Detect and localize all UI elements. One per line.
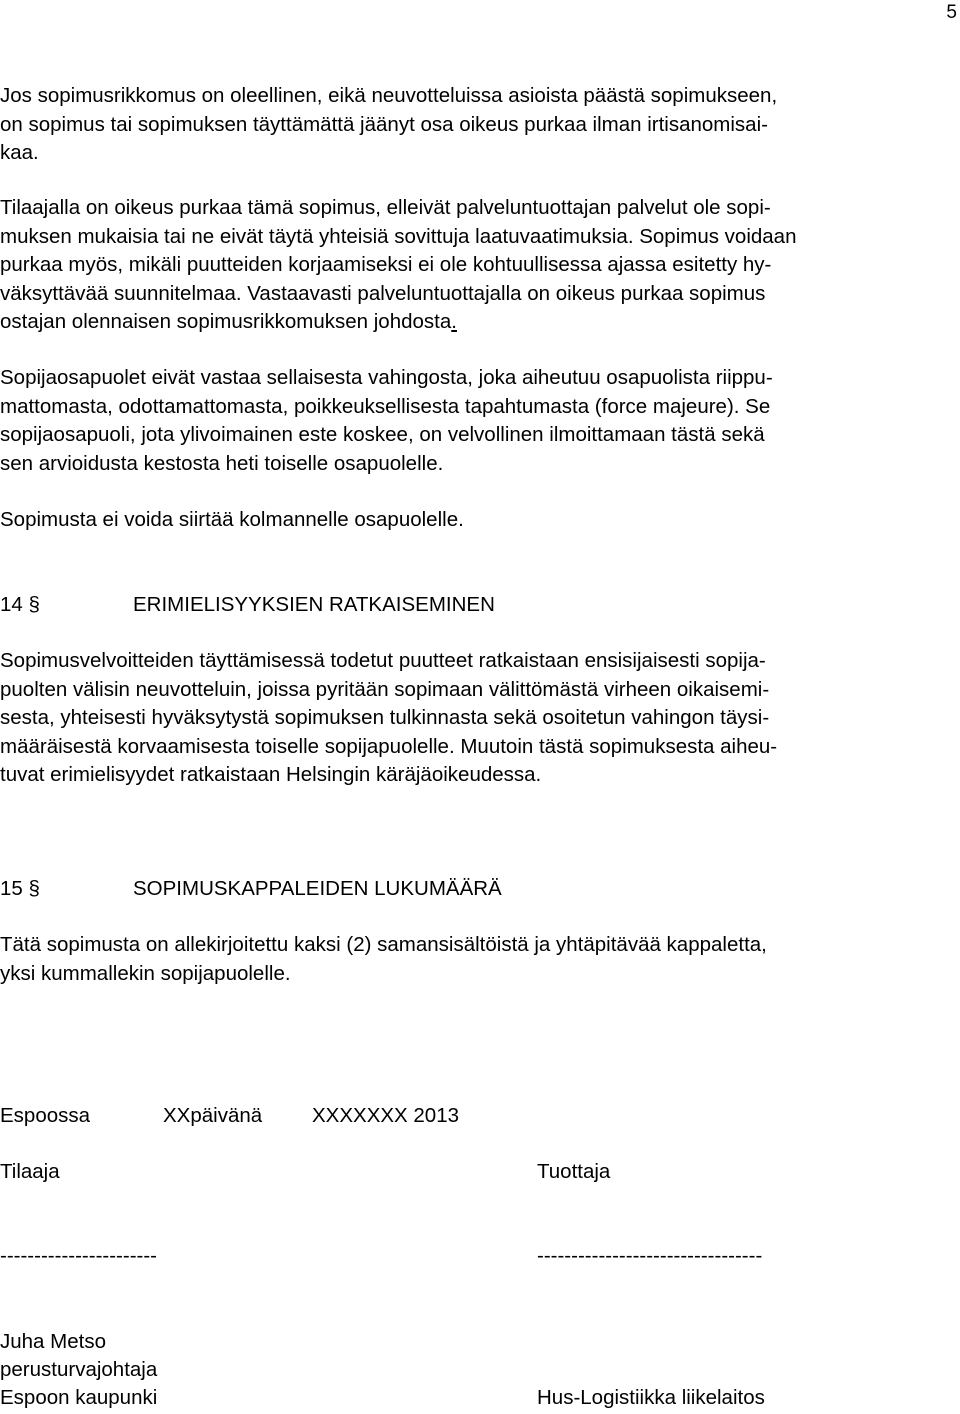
paragraph-line: sen arvioidusta kestosta heti toiselle osapuolelle.	[0, 451, 444, 475]
signatory-name: Juha Metso	[0, 1330, 106, 1353]
paragraph-line: kaa.	[0, 141, 39, 164]
paragraph-line: on sopimus tai sopimuksen täyttämättä jäänyt osa oikeus purkaa ilman irtisanomisai-	[0, 112, 768, 136]
section-number: 14 §	[0, 593, 40, 616]
paragraph-line: Sopimusta ei voida siirtää kolmannelle osapuolelle.	[0, 508, 464, 531]
paragraph-line: yksi kummallekin sopijapuolelle.	[0, 961, 291, 985]
paragraph-line: Sopimusvelvoitteiden täyttämisessä todetut puutteet ratkaistaan ensisijaisesti sopija-	[0, 649, 766, 672]
paragraph-line	[0, 308, 945, 337]
signature-role-client: Tilaaja	[0, 1160, 60, 1183]
signature-day: XXpäivänä	[163, 1104, 263, 1127]
signatory-title: perusturvajohtaja	[0, 1358, 158, 1381]
paragraph-line: Tätä sopimusta on allekirjoitettu kaksi (2) samansisältöistä ja yhtäpitävää kappaletta,	[0, 933, 767, 956]
section-title: SOPIMUSKAPPALEIDEN LUKUMÄÄRÄ	[133, 877, 502, 900]
paragraph-line: Sopijaosapuolet eivät vastaa sellaisesta vahingosta, joka aiheutuu osapuolista riippu-	[0, 366, 773, 389]
signature-place: Espoossa	[0, 1104, 91, 1127]
paragraph-contract-breach	[0, 82, 945, 168]
paragraph-line: tuvat erimielisyydet ratkaistaan Helsingin käräjäoikeudessa.	[0, 763, 542, 786]
paragraph-line: määräisestä korvaamisesta toiselle sopijapuolelle. Muutoin tästä sopimuksesta aiheu-	[0, 734, 778, 758]
signature-role-provider: Tuottaja	[537, 1160, 611, 1183]
signature-line-client: -----------------------	[0, 1244, 158, 1267]
paragraph-line: purkaa myös, mikäli puutteiden korjaamiseksi ei ole kohtuullisessa ajassa esitetty hy-	[0, 253, 772, 276]
paragraph-line-text: ostajan olennaisen sopimusrikkomuksen johdosta	[0, 310, 452, 333]
paragraph-force-majeure	[0, 364, 945, 478]
section-number: 15 §	[0, 877, 40, 900]
signatory-org-provider: Hus-Logistiikka liikelaitos	[537, 1386, 765, 1409]
signatory-org-client: Espoon kaupunki	[0, 1386, 158, 1409]
paragraph-line: puolten välisin neuvotteluin, joissa pyritään sopimaan välittömästä virheen oikaisemi-	[0, 677, 770, 701]
paragraph-line: mattomasta, odottamattomasta, poikkeuksellisesta tapahtumasta (force majeure). Se	[0, 394, 771, 418]
paragraph-line: muksen mukaisia tai ne eivät täytä yhteisiä sovittuja laatuvaatimuksia. Sopimus voidaan	[0, 224, 797, 248]
signature-month-year: XXXXXXX 2013	[312, 1104, 460, 1127]
paragraph-dispute-resolution	[0, 647, 945, 790]
page-number: 5	[946, 2, 957, 23]
paragraph-copies	[0, 931, 945, 988]
signature-line-provider: ---------------------------------	[537, 1244, 763, 1267]
paragraph-line: Tilaajalla on oikeus purkaa tämä sopimus, elleivät palveluntuottajan palvelut ole sopi-	[0, 196, 771, 219]
section-title: ERIMIELISYYKSIEN RATKAISEMINEN	[133, 593, 495, 616]
paragraph-line: sopijaosapuoli, jota ylivoimainen este koskee, on velvollinen ilmoittamaan tästä sekä	[0, 423, 765, 446]
underlined-period: .	[451, 310, 457, 333]
paragraph-no-transfer	[0, 506, 945, 535]
paragraph-line: Jos sopimusrikkomus on oleellinen, eikä neuvotteluissa asioista päästä sopimukseen,	[0, 84, 778, 107]
paragraph-line: väksyttävää suunnitelmaa. Vastaavasti palveluntuottajalla on oikeus purkaa sopimus	[0, 281, 766, 305]
paragraph-termination-rights	[0, 194, 945, 337]
paragraph-line: sesta, yhteisesti hyväksytystä sopimuksen tulkinnasta sekä osoitetun vahingon täysi-	[0, 706, 770, 729]
